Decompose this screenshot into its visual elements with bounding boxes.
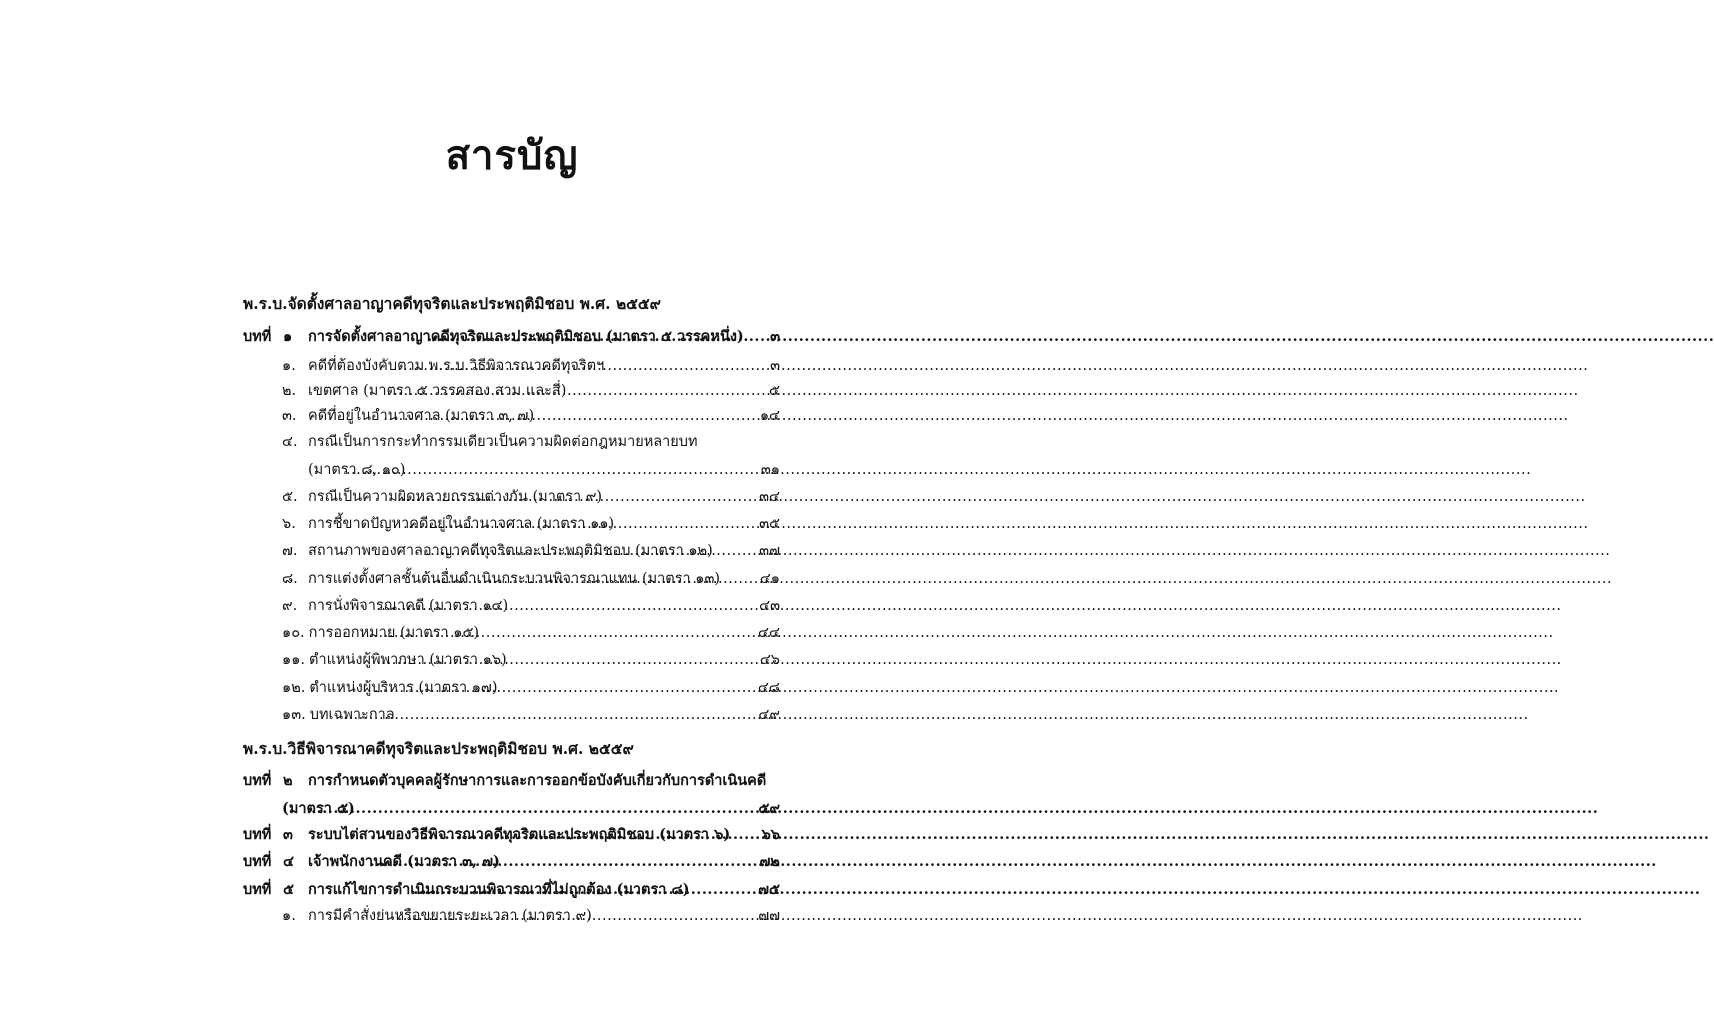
page-number: ๔๑ — [759, 571, 780, 587]
chapter-label — [243, 323, 308, 350]
chapter-word: บทที่ — [243, 881, 272, 898]
leader-dots — [427, 323, 767, 350]
item-number: ๑๓. — [282, 707, 306, 723]
item-number: ๒. — [282, 383, 297, 399]
toc-item-continuation — [243, 457, 780, 484]
chapter-label — [243, 876, 308, 903]
item-title: คดีที่อยู่ในอำนาจศาล (มาตรา ๓, ๗) — [308, 408, 535, 424]
item-number: ๑๒. — [282, 680, 306, 696]
chapter-entry — [243, 323, 780, 350]
toc-item — [243, 429, 780, 456]
item-number: ๕. — [282, 489, 298, 505]
item-title: การมีคำสั่งย่นหรือขยายระยะเวลา (มาตรา ๙) — [308, 908, 592, 924]
chapter-entry — [243, 821, 780, 848]
page-number: ๓ — [770, 328, 780, 345]
leader-dots — [376, 593, 756, 620]
chapter-title: การกำหนดตัวบุคคลผู้รักษาการและการออกข้อบังคับเกี่ยวกับการดำเนินคดี — [308, 772, 767, 789]
leader-dots — [393, 378, 766, 405]
leader-dots — [427, 566, 757, 593]
leader-dots — [425, 538, 756, 565]
page-number: ๗๕ — [758, 881, 780, 898]
chapter-label — [243, 767, 308, 794]
page-number: ๕ — [769, 383, 780, 399]
chapter-word: บทที่ — [243, 772, 272, 789]
leader-dots — [400, 484, 756, 511]
chapter-continuation — [243, 795, 780, 822]
page-number: ๖๖ — [761, 826, 780, 843]
page-number: ๗๗ — [758, 908, 780, 924]
page-number: ๓๕ — [759, 516, 780, 532]
item-number: ๓. — [282, 408, 297, 424]
item-number: ๙. — [282, 598, 298, 614]
toc-item — [243, 403, 780, 430]
page-number: ๓๗ — [759, 543, 780, 559]
item-number: ๖. — [282, 516, 296, 532]
chapter-number: ๒ — [283, 772, 293, 789]
item-title: สถานภาพของศาลอาญาคดีทุจริตและประพฤติมิชอบ (มาตรา ๑๒) — [308, 543, 713, 559]
leader-dots — [346, 457, 758, 484]
leader-dots — [374, 675, 755, 702]
leader-dots — [403, 353, 767, 380]
leader-dots — [383, 403, 757, 430]
leader-dots — [413, 876, 755, 903]
chapter-word: บทที่ — [243, 328, 272, 345]
toc-item — [243, 702, 780, 729]
chapter-word: บทที่ — [243, 853, 272, 870]
chapter-word: บทที่ — [243, 826, 272, 843]
item-title: กรณีเป็นการกระทำกรรมเดียวเป็นความผิดต่อกฎหมายหลายบท — [308, 434, 698, 450]
toc-title: สารบัญ — [445, 132, 579, 179]
leader-dots — [422, 821, 758, 848]
chapter-title: เจ้าพนักงานคดี (มาตรา ๓, ๗) — [308, 853, 500, 870]
chapter-label — [243, 848, 308, 875]
item-number: ๑๐. — [282, 625, 305, 641]
item-title: การแต่งตั้งศาลชั้นต้นอื่นดำเนินกระบวนพิจารณาแทน (มาตรา ๑๓) — [308, 571, 721, 587]
page-number: ๕๙ — [758, 800, 780, 817]
leader-dots — [403, 511, 756, 538]
leader-dots — [370, 848, 757, 875]
item-number: ๔. — [282, 434, 298, 450]
chapter-entry — [243, 767, 780, 794]
section-heading — [243, 290, 780, 317]
item-title-continuation: (มาตรา ๘, ๑๐) — [308, 462, 406, 478]
item-number: ๑. — [282, 358, 296, 374]
page-number: ๓๑ — [760, 462, 780, 478]
page-number: ๔๙ — [758, 707, 780, 723]
item-title: เขตศาล (มาตรา ๕ วรรคสอง สาม และสี่) — [308, 383, 567, 399]
page-number: ๗๒ — [759, 853, 780, 870]
item-number: ๗. — [282, 543, 298, 559]
item-title: ตำแหน่งผู้พิพากษา (มาตรา ๑๖) — [309, 652, 507, 668]
page-number: ๔๖ — [759, 652, 780, 668]
toc-item — [243, 675, 780, 702]
toc-item — [243, 647, 780, 674]
chapter-number: ๕ — [283, 881, 294, 898]
table-of-contents — [243, 0, 780, 1024]
leader-dots — [343, 702, 755, 729]
toc-item — [243, 620, 780, 647]
chapter-title: การจัดตั้งศาลอาญาคดีทุจริตและประพฤติมิชอบ (มาตรา ๕ วรรคหนึ่ง) — [308, 328, 744, 345]
chapter-number: ๑ — [283, 328, 293, 345]
toc-item — [243, 566, 780, 593]
section-heading — [243, 735, 780, 762]
chapter-title-continuation: (มาตรา ๕) — [282, 800, 355, 817]
chapter-entry — [243, 848, 780, 875]
page-number: ๔๓ — [759, 598, 780, 614]
item-number: ๑๑. — [282, 652, 306, 668]
toc-item — [243, 378, 780, 405]
section-heading-text: พ.ร.บ.จัดตั้งศาลอาญาคดีทุจริตและประพฤติมิชอบ พ.ศ. ๒๕๕๙ — [243, 294, 661, 313]
item-title: การชี้ขาดปัญหาคดีอยู่ในอำนาจศาล (มาตรา ๑๑) — [308, 516, 615, 532]
chapter-title: ระบบไต่สวนของวิธีพิจารณาคดีทุจริตและประพฤติมิชอบ (มาตรา ๖) — [308, 826, 731, 843]
page-number: ๔๔ — [758, 625, 780, 641]
toc-item — [243, 484, 780, 511]
item-title: การออกหมาย (มาตรา ๑๕) — [308, 625, 480, 641]
item-title: ตำแหน่งผู้บริหาร (มาตรา ๑๗) — [309, 680, 498, 696]
leader-dots — [368, 620, 755, 647]
chapter-number: ๓ — [283, 826, 293, 843]
chapter-entry — [243, 876, 780, 903]
toc-item — [243, 353, 780, 380]
chapter-label — [243, 821, 308, 848]
item-title: คดีที่ต้องบังคับตาม พ.ร.บ.วิธีพิจารณาคดีทุจริตฯ — [308, 358, 605, 374]
chapter-title: การแก้ไขการดำเนินกระบวนพิจารณาที่ไม่ถูกต้อง (มาตรา ๘) — [308, 881, 690, 898]
chapter-number: ๔ — [283, 853, 294, 870]
item-number: ๑. — [282, 908, 296, 924]
page-number: ๔๘ — [757, 680, 780, 696]
item-title: การนั่งพิจารณาคดี (มาตรา ๑๔) — [308, 598, 509, 614]
page-number: ๓ — [770, 358, 780, 374]
leader-dots — [311, 795, 755, 822]
page-number: ๑๔ — [759, 408, 780, 424]
item-title: กรณีเป็นความผิดหลายกรรมต่างกัน (มาตรา ๙) — [308, 489, 603, 505]
leader-dots — [398, 903, 756, 930]
page-number: ๓๔ — [759, 489, 780, 505]
toc-item — [243, 593, 780, 620]
toc-item — [243, 511, 780, 538]
toc-item — [243, 538, 780, 565]
section-heading-text: พ.ร.บ.วิธีพิจารณาคดีทุจริตและประพฤติมิชอบ พ.ศ. ๒๕๕๙ — [243, 739, 634, 758]
item-title: บทเฉพาะกาล — [309, 707, 395, 723]
item-number: ๘. — [282, 571, 298, 587]
leader-dots — [376, 647, 756, 674]
toc-item — [243, 903, 780, 930]
